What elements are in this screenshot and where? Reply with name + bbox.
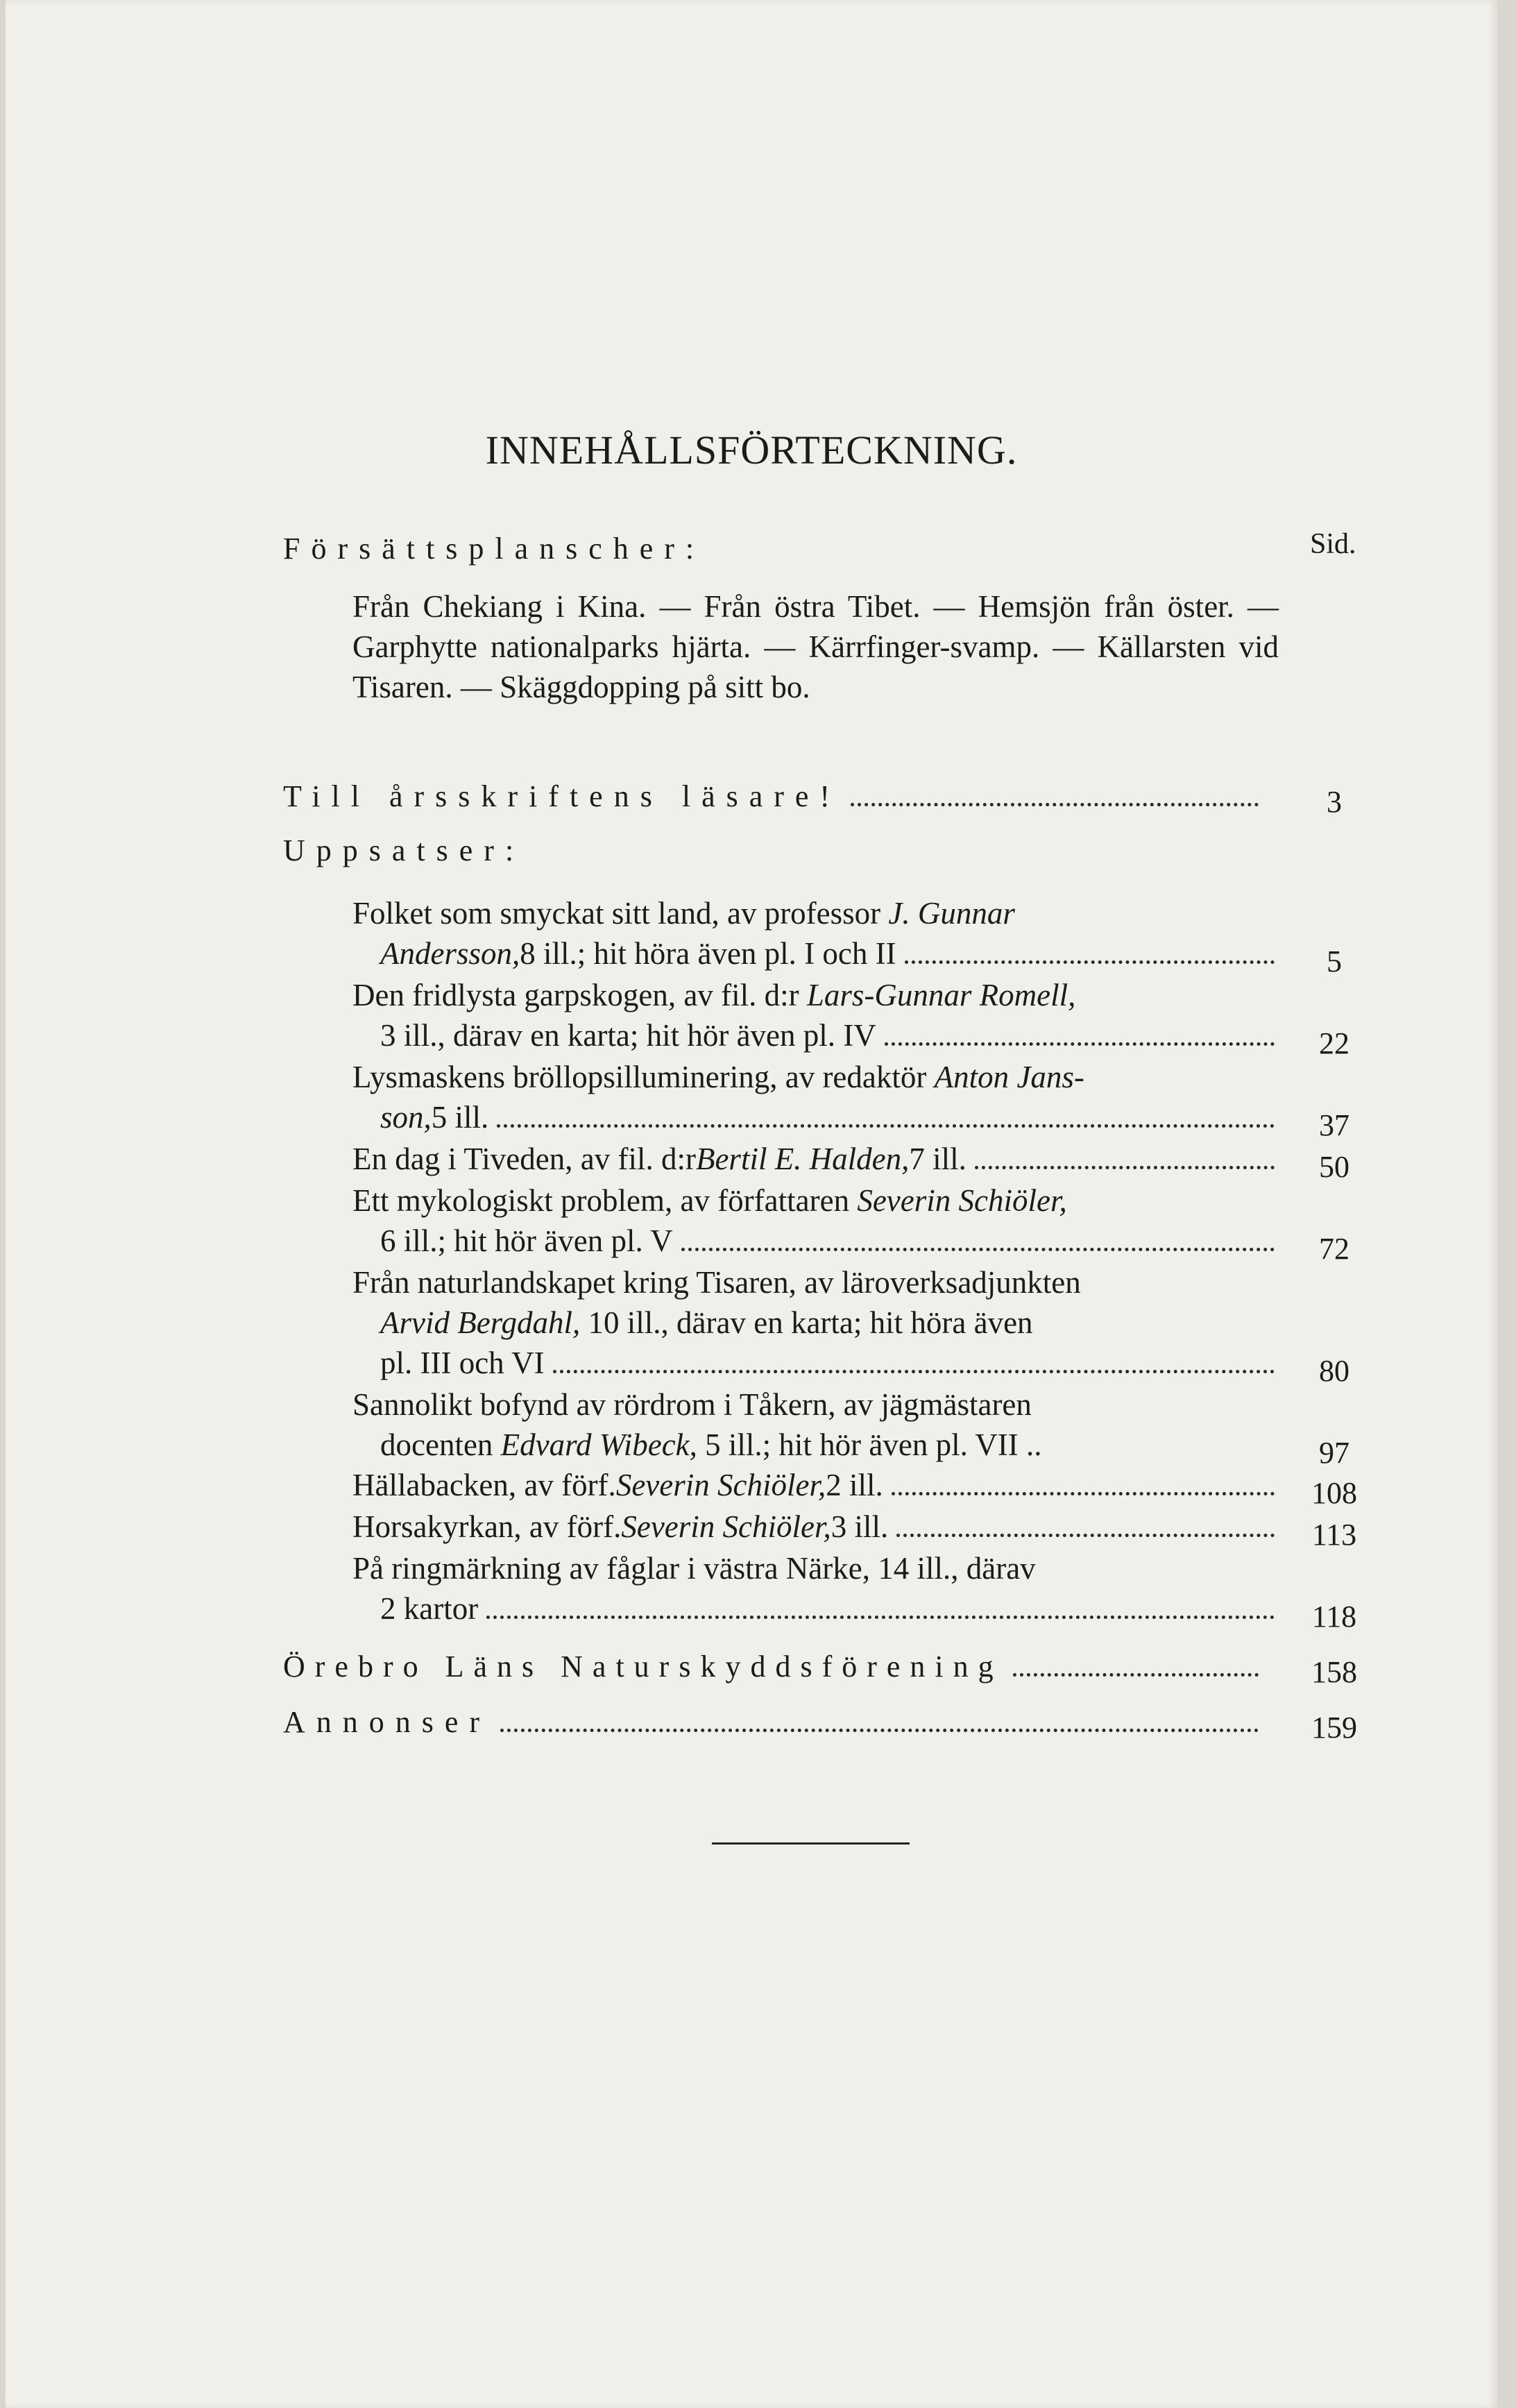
author-name: Arvid Bergdahl, [380, 1305, 581, 1340]
entry-text: Horsakyrkan, av förf. [352, 1509, 622, 1544]
toc-entry-orebro [283, 1649, 1268, 1684]
entry-text: Ett mykologiskt problem, av författaren [352, 1183, 858, 1218]
entry-text: En dag i Tiveden, av fil. d:r [352, 1142, 696, 1176]
section-heading-uppsatser: Uppsatser: [283, 833, 525, 867]
toc-entry-line [352, 1550, 1279, 1586]
author-name: J. Gunnar [888, 896, 1015, 931]
author-name: Anton Jans- [934, 1060, 1084, 1094]
author-name: Andersson, [380, 936, 520, 971]
toc-entry-line [352, 1387, 1279, 1423]
dot-leader [975, 1166, 1275, 1169]
entry-text: 5 ill. [431, 1100, 489, 1135]
section-heading-till-lasare: Till årsskriftens läsare! [283, 779, 842, 813]
toc-entry-line [352, 1059, 1279, 1095]
page [6, 0, 1497, 2408]
entry-text: 8 ill.; hit höra även pl. I och II [520, 936, 896, 971]
entry-text: Hällabacken, av förf. [352, 1468, 616, 1502]
toc-entry-till-lasare [283, 779, 1268, 814]
dot-leader [553, 1370, 1275, 1373]
entry-text: 5 ill.; hit hör även pl. VII .. [697, 1427, 1042, 1462]
dot-leader [500, 1729, 1259, 1732]
toc-entry-line [380, 1223, 1279, 1259]
dot-leader [896, 1534, 1275, 1537]
toc-entry-line [352, 895, 1279, 931]
entry-text: Från naturlandskapet kring Tisaren, av läroverksadjunkten [352, 1265, 1081, 1300]
page-number: 37 [1319, 1108, 1349, 1142]
toc-entry-line [380, 1345, 1279, 1381]
page-number: 50 [1319, 1150, 1349, 1184]
page-title: INNEHÅLLSFÖRTECKNING. [485, 427, 1018, 473]
toc-entry-line [380, 1099, 1279, 1135]
page-number: 72 [1319, 1232, 1349, 1266]
entry-text: docenten [380, 1427, 501, 1462]
entry-text: 6 ill.; hit hör även pl. V [380, 1223, 673, 1258]
page-number: 158 [1311, 1655, 1357, 1689]
section-heading-orebro: Örebro Läns Naturskyddsförening [283, 1650, 1003, 1684]
entry-text: Den fridlysta garpskogen, av fil. d:r [352, 978, 807, 1012]
page-number: 113 [1311, 1518, 1357, 1552]
entry-text: pl. III och VI [380, 1346, 545, 1380]
page-number: 97 [1319, 1436, 1349, 1470]
page-number: 159 [1311, 1711, 1357, 1745]
toc-entry-line [352, 1182, 1279, 1219]
dot-leader [486, 1616, 1275, 1619]
page-number: 108 [1311, 1476, 1357, 1510]
dot-leader [885, 1042, 1275, 1046]
author-name: Severin Schiöler, [621, 1509, 831, 1544]
page-column-label: Sid. [1310, 528, 1356, 560]
page-number: 118 [1311, 1600, 1357, 1634]
page-number: 3 [1327, 785, 1342, 819]
dot-leader [892, 1492, 1275, 1495]
entry-text: På ringmärkning av fåglar i västra Närke, 14 ill., därav [352, 1551, 1036, 1586]
author-name: son, [380, 1100, 432, 1135]
toc-entry-line [380, 935, 1279, 972]
toc-entry-line [352, 977, 1279, 1013]
entry-text: Lysmaskens bröllopsilluminering, av redaktör [352, 1060, 935, 1094]
toc-entry-line [352, 1509, 1279, 1545]
page-number: 22 [1319, 1026, 1349, 1060]
toc-entry-line [352, 1141, 1279, 1177]
entry-text: Sannolikt bofynd av rördrom i Tåkern, av jägmästaren [352, 1387, 1032, 1422]
section-heading-annonser: Annonser [283, 1705, 491, 1739]
entry-text: 7 ill. [909, 1142, 966, 1176]
toc-entry-line [380, 1427, 1279, 1463]
section-heading-forsatt: Försättsplanscher: [283, 532, 706, 566]
page-number: 5 [1327, 944, 1342, 978]
entry-text: 3 ill., därav en karta; hit hör även pl. IV [380, 1018, 876, 1053]
toc-entry-line [352, 1467, 1279, 1503]
toc-entry-line [380, 1591, 1279, 1627]
dot-leader [1013, 1673, 1259, 1677]
dot-leader [905, 960, 1275, 964]
author-name: Severin Schiöler, [857, 1183, 1067, 1218]
entry-text: 10 ill., därav en karta; hit höra även [580, 1305, 1033, 1340]
toc-entry-line [380, 1305, 1279, 1341]
toc-entry-line [352, 1264, 1279, 1300]
toc-entry-line [380, 1017, 1279, 1053]
entry-text: 2 ill. [826, 1468, 883, 1502]
dot-leader [497, 1124, 1275, 1128]
page-number: 80 [1319, 1354, 1349, 1388]
closing-rule [712, 1842, 910, 1845]
entry-text: Folket som smyckat sitt land, av professor [352, 896, 889, 931]
author-name: Lars-Gunnar Romell, [806, 978, 1076, 1012]
dot-leader [681, 1248, 1275, 1251]
entry-text: 3 ill. [831, 1509, 889, 1544]
author-name: Edvard Wibeck, [500, 1427, 697, 1462]
toc-entry-annonser [283, 1704, 1268, 1740]
dot-leader [851, 803, 1259, 806]
author-name: Bertil E. Halden, [695, 1142, 910, 1176]
forsatt-text: Från Chekiang i Kina. — Från östra Tibet. — Hemsjön från öster. — Garphytte nationalparks hjärta. — Kärrfinger-svamp. — Källarsten vid Tisaren. — Skäggdopping på sitt bo. [352, 589, 1279, 704]
entry-text: 2 kartor [380, 1591, 479, 1626]
author-name: Severin Schiöler, [615, 1468, 826, 1502]
